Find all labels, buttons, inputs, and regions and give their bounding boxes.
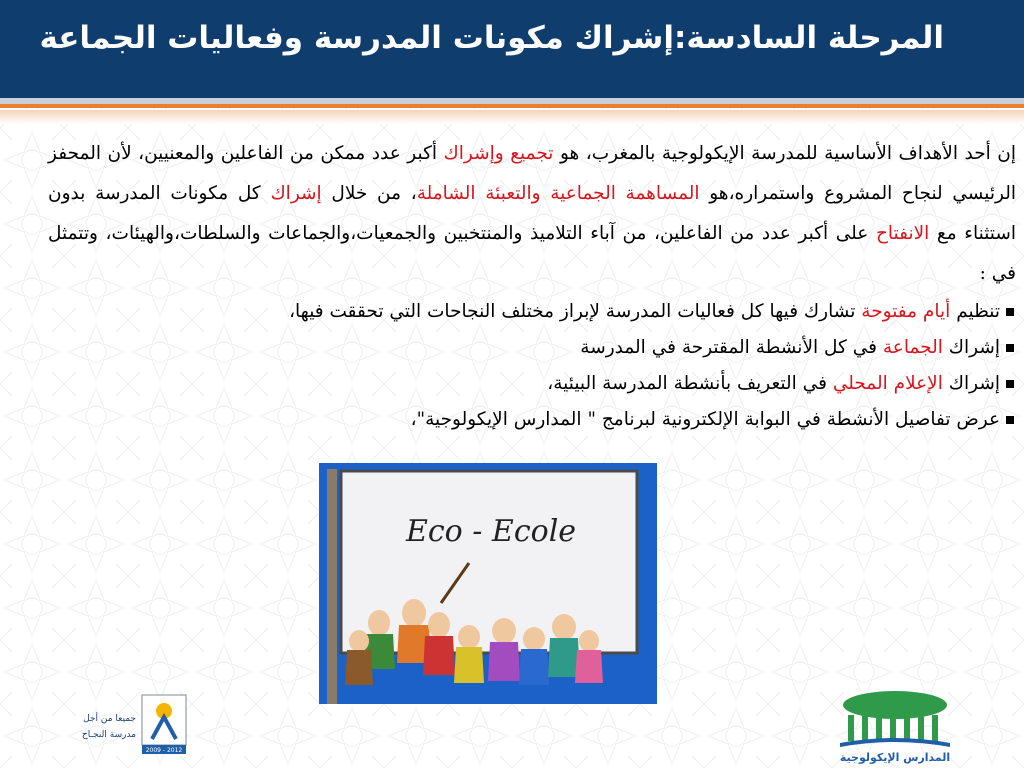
text-run: إشراك xyxy=(942,337,1000,358)
highlight-run: الانفتاح xyxy=(875,223,930,244)
header-shadow xyxy=(0,110,1024,124)
bullet-list xyxy=(48,294,1016,438)
highlight-run: المساهمة الجماعية والتعبئة الشاملة xyxy=(416,183,700,204)
text-run: ، من خلال xyxy=(321,183,417,204)
list-item xyxy=(48,294,1016,330)
title-bar xyxy=(0,0,1024,98)
text-run: تشارك فيها كل فعاليات المدرسة لإبراز مختلف النجاحات التي تحققت فيها، xyxy=(289,301,862,322)
text-run: إشراك xyxy=(942,373,1000,394)
logo-line2: مدرسة النجـاح xyxy=(81,730,136,740)
logo-caption: المدارس الإيكولوجية xyxy=(839,751,951,764)
presentation-board-image xyxy=(319,463,657,704)
list-item xyxy=(48,366,1016,402)
board-stand xyxy=(327,469,337,704)
text-run: في التعريف بأنشطة المدرسة البيئية، xyxy=(547,373,833,394)
highlight-run: الإعلام المحلي xyxy=(832,373,943,394)
highlight-run: الجماعة xyxy=(882,337,943,358)
eco-schools-logo xyxy=(820,685,970,765)
logo-graphic xyxy=(40,693,188,755)
success-school-logo xyxy=(40,693,188,755)
text-run: تنظيم xyxy=(950,301,1000,322)
highlight-run: إشراك xyxy=(270,183,322,204)
intro-paragraph xyxy=(48,134,1016,294)
tree-book-logo xyxy=(820,685,970,765)
tree-canopy-icon xyxy=(843,691,947,719)
slide-body xyxy=(48,134,1016,438)
text-run: على أكبر عدد من الفاعلين، من آباء التلاميذ والمنتخبين والجمعيات،والجماعات والسلطات،والهيئات، وتتمثل في : xyxy=(48,223,1016,284)
list-item xyxy=(48,402,1016,438)
text-run: في كل الأنشطة المقترحة في المدرسة xyxy=(580,337,883,358)
highlight-run: تجميع وإشراك xyxy=(443,143,554,164)
text-run: أكبر عدد ممكن من الفاعلين والمعنيين، لأن المحفز الرئيسي لنجاح المشروع واستمراره،هو xyxy=(48,143,1017,204)
slide-title: المرحلة السادسة:إشراك مكونات المدرسة وفعاليات الجماعة xyxy=(39,20,944,56)
board-text: Eco - Ecole xyxy=(405,514,577,549)
text-run: كل مكونات المدرسة بدون استثناء مع xyxy=(48,183,1016,244)
highlight-run: أيام مفتوحة xyxy=(861,301,951,322)
text-run: إن أحد الأهداف الأساسية للمدرسة الإيكولوجية بالمغرب، هو xyxy=(553,143,1017,164)
text-run: عرض تفاصيل الأنشطة في البوابة الإلكترونية لبرنامج " المدارس الإيكولوجية"، xyxy=(410,409,1000,430)
list-item xyxy=(48,330,1016,366)
eco-ecole-illustration xyxy=(319,463,657,704)
logo-line1: جميعا من أجل xyxy=(83,714,136,724)
header-accent-line xyxy=(0,104,1024,108)
logo-years: 2009 - 2012 xyxy=(145,747,183,754)
